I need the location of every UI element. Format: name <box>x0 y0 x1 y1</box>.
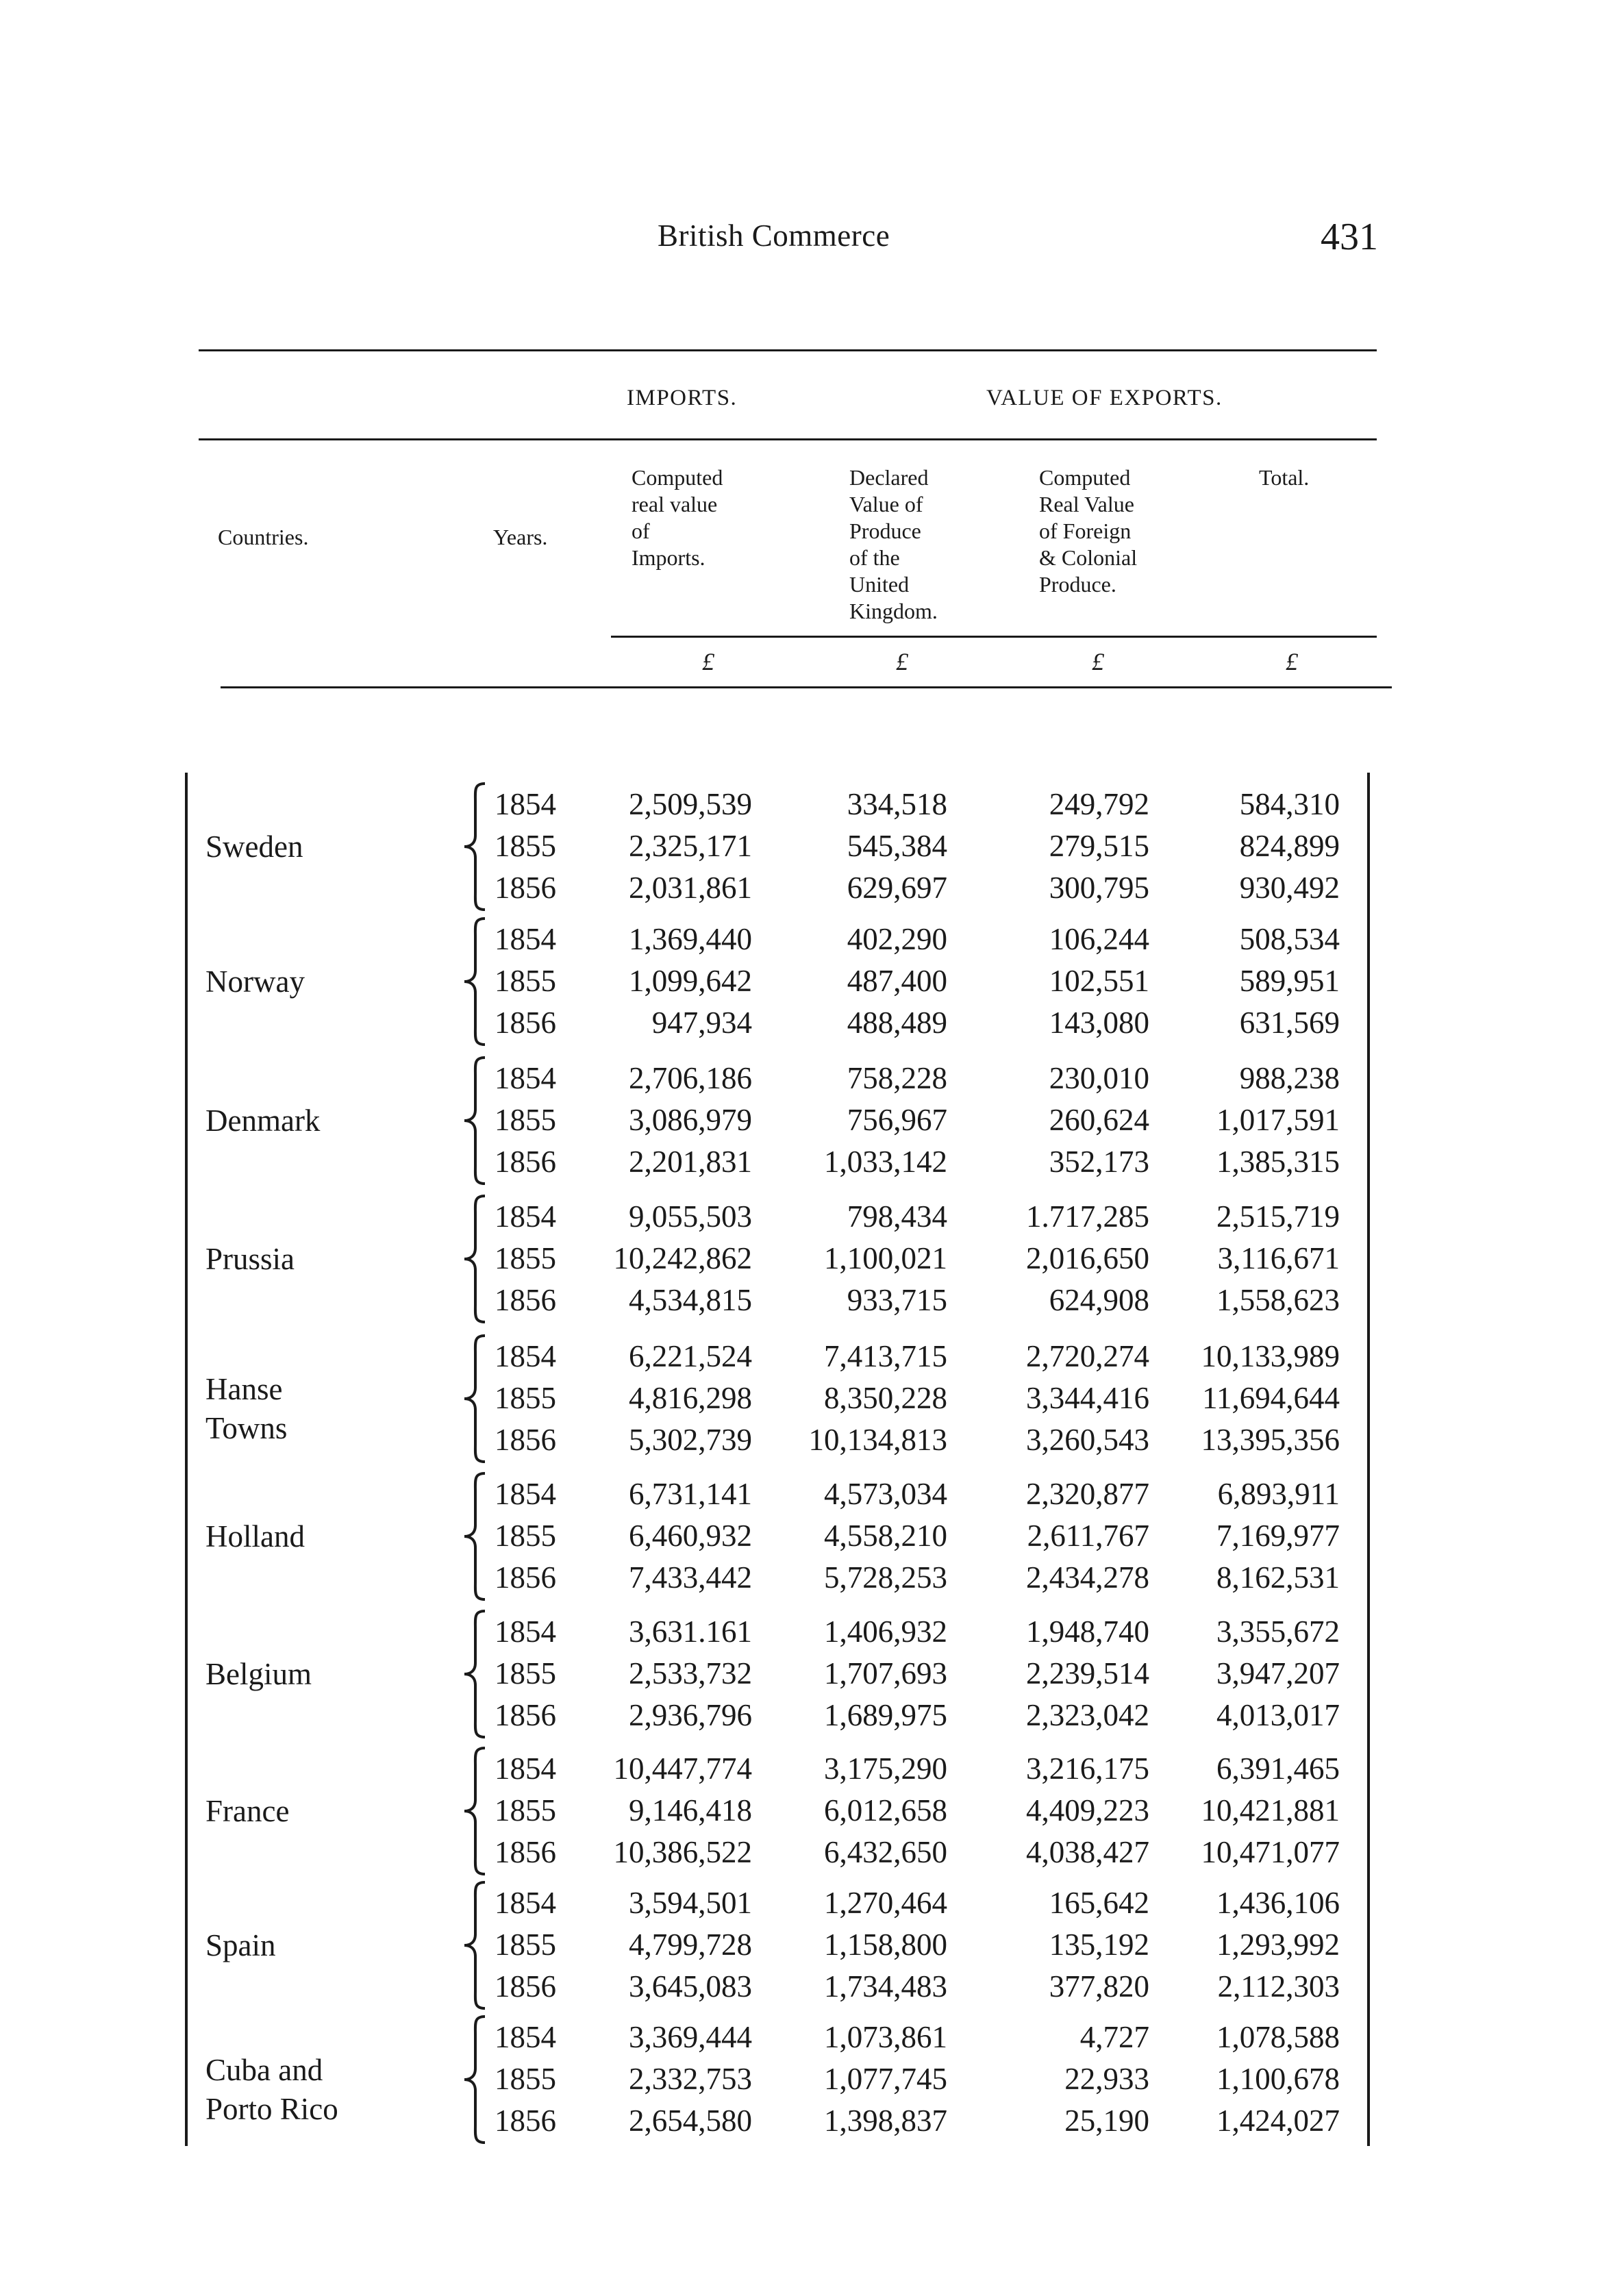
year-cell: 1854 <box>495 1751 556 1786</box>
foreign-value-cell: 249,792 <box>1049 787 1149 821</box>
foreign-value-cell: 165,642 <box>1049 1886 1149 1920</box>
declared-value-cell: 4,558,210 <box>824 1519 947 1553</box>
left-vertical-rule <box>185 1047 188 1187</box>
declared-value-cell: 1,100,021 <box>824 1241 947 1275</box>
foreign-value-cell: 106,244 <box>1049 922 1149 956</box>
left-vertical-rule <box>185 1737 188 1877</box>
foreign-value-cell: 3,344,416 <box>1026 1381 1149 1415</box>
foreign-value-cell: 300,795 <box>1049 871 1149 905</box>
imports-value-cell: 2,509,539 <box>629 787 752 821</box>
year-brace <box>460 1471 490 1602</box>
total-value-cell: 1,436,106 <box>1216 1886 1340 1920</box>
declared-value-cell: 1,406,932 <box>824 1614 947 1649</box>
country-name: Norway <box>205 964 305 999</box>
total-value-cell: 1,424,027 <box>1216 2104 1340 2138</box>
countries-column-header: Countries. <box>218 525 309 549</box>
country-group <box>0 786 1624 918</box>
year-cell: 1855 <box>495 1103 556 1137</box>
right-vertical-rule <box>1367 908 1370 1048</box>
foreign-value-cell: 22,933 <box>1064 2062 1149 2096</box>
imports-value-cell: 2,325,171 <box>629 829 752 863</box>
country-group <box>0 1199 1624 1330</box>
foreign-value-cell: 4,038,427 <box>1026 1835 1149 1869</box>
foreign-value-cell: 3,260,543 <box>1026 1423 1149 1457</box>
foreign-value-cell: 4,727 <box>1079 2020 1149 2054</box>
right-vertical-rule <box>1367 1047 1370 1187</box>
imports-column-header: Computed real value of Imports. <box>632 465 723 570</box>
year-cell: 1855 <box>495 1793 556 1827</box>
country-name: Spain <box>205 1928 276 1962</box>
country-group <box>0 2019 1624 2151</box>
declared-value-cell: 1,158,800 <box>824 1928 947 1962</box>
total-value-cell: 8,162,531 <box>1216 1560 1340 1595</box>
year-brace <box>460 1055 490 1186</box>
imports-value-cell: 2,654,580 <box>629 2104 752 2138</box>
declared-value-cell: 1,077,745 <box>824 2062 947 2096</box>
foreign-value-cell: 624,908 <box>1049 1283 1149 1317</box>
imports-value-cell: 1,369,440 <box>629 922 752 956</box>
left-vertical-rule <box>185 908 188 1048</box>
foreign-unit: £ <box>1092 648 1104 675</box>
country-name: Belgium <box>205 1657 312 1691</box>
total-value-cell: 7,169,977 <box>1216 1519 1340 1553</box>
year-cell: 1855 <box>495 1928 556 1962</box>
total-value-cell: 1,293,992 <box>1216 1928 1340 1962</box>
foreign-value-cell: 2,434,278 <box>1026 1560 1149 1595</box>
total-unit: £ <box>1286 648 1298 675</box>
declared-value-cell: 1,073,861 <box>824 2020 947 2054</box>
declared-value-cell: 488,489 <box>847 1006 947 1040</box>
right-vertical-rule <box>1367 1871 1370 2012</box>
total-value-cell: 10,471,077 <box>1201 1835 1340 1869</box>
country-group <box>0 1476 1624 1608</box>
declared-value-cell: 4,573,034 <box>824 1477 947 1511</box>
imports-value-cell: 947,934 <box>651 1006 752 1040</box>
country-name: Sweden <box>205 829 303 864</box>
year-cell: 1856 <box>495 2104 556 2138</box>
country-group <box>0 1060 1624 1192</box>
country-name: Cuba and Porto Rico <box>205 2053 338 2126</box>
imports-value-cell: 9,055,503 <box>629 1199 752 1234</box>
year-cell: 1856 <box>495 1423 556 1457</box>
total-value-cell: 589,951 <box>1239 964 1340 998</box>
imports-value-cell: 2,332,753 <box>629 2062 752 2096</box>
year-brace <box>460 781 490 912</box>
left-vertical-rule <box>185 773 188 913</box>
left-vertical-rule <box>185 1600 188 1741</box>
year-cell: 1854 <box>495 922 556 956</box>
left-vertical-rule <box>185 1871 188 2012</box>
year-cell: 1854 <box>495 1339 556 1373</box>
total-value-cell: 4,013,017 <box>1216 1698 1340 1732</box>
year-brace <box>460 916 490 1047</box>
imports-unit: £ <box>702 648 714 675</box>
years-column-header: Years. <box>493 525 548 549</box>
foreign-value-cell: 230,010 <box>1049 1061 1149 1095</box>
year-cell: 1856 <box>495 1145 556 1179</box>
total-value-cell: 3,116,671 <box>1217 1241 1340 1275</box>
foreign-value-cell: 1.717,285 <box>1026 1199 1149 1234</box>
imports-value-cell: 1,099,642 <box>629 964 752 998</box>
total-value-cell: 824,899 <box>1239 829 1340 863</box>
year-cell: 1855 <box>495 2062 556 2096</box>
foreign-value-cell: 102,551 <box>1049 964 1149 998</box>
imports-group-header: IMPORTS. <box>627 386 738 410</box>
total-value-cell: 6,893,911 <box>1217 1477 1340 1511</box>
right-vertical-rule <box>1367 773 1370 913</box>
imports-value-cell: 2,936,796 <box>629 1698 752 1732</box>
declared-value-cell: 5,728,253 <box>824 1560 947 1595</box>
year-cell: 1854 <box>495 1477 556 1511</box>
country-group <box>0 1338 1624 1470</box>
total-column-header: Total. <box>1259 465 1310 490</box>
declared-value-cell: 798,434 <box>847 1199 947 1234</box>
foreign-value-cell: 2,323,042 <box>1026 1698 1149 1732</box>
year-brace <box>460 2014 490 2145</box>
left-vertical-rule <box>185 2006 188 2146</box>
foreign-value-cell: 135,192 <box>1049 1928 1149 1962</box>
year-brace <box>460 1333 490 1464</box>
imports-value-cell: 10,386,522 <box>613 1835 752 1869</box>
country-name: Prussia <box>205 1242 295 1276</box>
running-title: British Commerce <box>658 219 890 253</box>
declared-value-cell: 756,967 <box>847 1103 947 1137</box>
year-cell: 1855 <box>495 1381 556 1415</box>
foreign-value-cell: 2,611,767 <box>1027 1519 1149 1553</box>
declared-value-cell: 6,432,650 <box>824 1835 947 1869</box>
foreign-value-cell: 279,515 <box>1049 829 1149 863</box>
imports-value-cell: 3,645,083 <box>629 1969 752 2004</box>
imports-value-cell: 2,031,861 <box>629 871 752 905</box>
year-cell: 1856 <box>495 1969 556 2004</box>
total-value-cell: 1,078,588 <box>1216 2020 1340 2054</box>
total-value-cell: 1,385,315 <box>1216 1145 1340 1179</box>
year-cell: 1854 <box>495 1061 556 1095</box>
total-value-cell: 13,395,356 <box>1201 1423 1340 1457</box>
imports-value-cell: 3,594,501 <box>629 1886 752 1920</box>
year-cell: 1855 <box>495 1656 556 1691</box>
declared-value-cell: 1,398,837 <box>824 2104 947 2138</box>
year-brace <box>460 1193 490 1325</box>
declared-unit: £ <box>896 648 908 675</box>
total-value-cell: 1,017,591 <box>1216 1103 1340 1137</box>
year-cell: 1855 <box>495 829 556 863</box>
year-cell: 1854 <box>495 787 556 821</box>
declared-value-cell: 402,290 <box>847 922 947 956</box>
imports-value-cell: 9,146,418 <box>629 1793 752 1827</box>
total-value-cell: 10,133,989 <box>1201 1339 1340 1373</box>
imports-value-cell: 2,201,831 <box>629 1145 752 1179</box>
year-cell: 1854 <box>495 2020 556 2054</box>
right-vertical-rule <box>1367 1185 1370 1325</box>
foreign-value-cell: 3,216,175 <box>1026 1751 1149 1786</box>
country-name: Denmark <box>205 1103 321 1138</box>
country-group <box>0 1885 1624 2017</box>
country-name: Holland <box>205 1519 305 1554</box>
foreign-value-cell: 2,320,877 <box>1026 1477 1149 1511</box>
year-brace <box>460 1745 490 1877</box>
year-cell: 1856 <box>495 1006 556 1040</box>
declared-value-cell: 1,270,464 <box>824 1886 947 1920</box>
declared-value-cell: 1,707,693 <box>824 1656 947 1691</box>
imports-value-cell: 4,816,298 <box>629 1381 752 1415</box>
declared-value-cell: 334,518 <box>847 787 947 821</box>
declared-column-header: Declared Value of Produce of the United Kingdom. <box>849 465 938 623</box>
imports-value-cell: 6,460,932 <box>629 1519 752 1553</box>
year-cell: 1854 <box>495 1614 556 1649</box>
right-vertical-rule <box>1367 2006 1370 2146</box>
imports-value-cell: 7,433,442 <box>629 1560 752 1595</box>
left-vertical-rule <box>185 1185 188 1325</box>
declared-value-cell: 10,134,813 <box>808 1423 947 1457</box>
right-vertical-rule <box>1367 1737 1370 1877</box>
total-value-cell: 1,100,678 <box>1216 2062 1340 2096</box>
foreign-column-header: Computed Real Value of Foreign & Colonial Produce. <box>1039 465 1138 597</box>
foreign-value-cell: 260,624 <box>1049 1103 1149 1137</box>
imports-value-cell: 10,447,774 <box>613 1751 752 1786</box>
total-value-cell: 1,558,623 <box>1216 1283 1340 1317</box>
imports-value-cell: 6,221,524 <box>629 1339 752 1373</box>
total-value-cell: 11,694,644 <box>1202 1381 1340 1415</box>
year-cell: 1854 <box>495 1199 556 1234</box>
right-vertical-rule <box>1367 1325 1370 1465</box>
declared-value-cell: 758,228 <box>847 1061 947 1095</box>
right-vertical-rule <box>1367 1600 1370 1741</box>
year-cell: 1856 <box>495 1283 556 1317</box>
year-cell: 1856 <box>495 1835 556 1869</box>
year-brace <box>460 1608 490 1740</box>
year-cell: 1856 <box>495 1698 556 1732</box>
foreign-value-cell: 25,190 <box>1064 2104 1149 2138</box>
declared-value-cell: 933,715 <box>847 1283 947 1317</box>
right-vertical-rule <box>1367 1462 1370 1603</box>
year-cell: 1856 <box>495 871 556 905</box>
country-group <box>0 921 1624 1053</box>
declared-value-cell: 629,697 <box>847 871 947 905</box>
year-cell: 1856 <box>495 1560 556 1595</box>
declared-value-cell: 1,033,142 <box>824 1145 947 1179</box>
total-value-cell: 2,515,719 <box>1216 1199 1340 1234</box>
total-value-cell: 988,238 <box>1239 1061 1340 1095</box>
left-vertical-rule <box>185 1325 188 1465</box>
imports-value-cell: 2,706,186 <box>629 1061 752 1095</box>
total-value-cell: 584,310 <box>1239 787 1340 821</box>
declared-value-cell: 7,413,715 <box>824 1339 947 1373</box>
year-cell: 1855 <box>495 1519 556 1553</box>
foreign-value-cell: 2,016,650 <box>1026 1241 1149 1275</box>
imports-value-cell: 4,534,815 <box>629 1283 752 1317</box>
declared-value-cell: 8,350,228 <box>824 1381 947 1415</box>
total-value-cell: 10,421,881 <box>1201 1793 1340 1827</box>
total-value-cell: 6,391,465 <box>1216 1751 1340 1786</box>
country-group <box>0 1751 1624 1882</box>
total-value-cell: 508,534 <box>1239 922 1340 956</box>
imports-value-cell: 3,631.161 <box>629 1614 752 1649</box>
declared-value-cell: 1,689,975 <box>824 1698 947 1732</box>
foreign-value-cell: 352,173 <box>1049 1145 1149 1179</box>
imports-value-cell: 5,302,739 <box>629 1423 752 1457</box>
foreign-value-cell: 2,720,274 <box>1026 1339 1149 1373</box>
year-cell: 1855 <box>495 1241 556 1275</box>
country-name: Hanse Towns <box>205 1372 288 1445</box>
total-value-cell: 2,112,303 <box>1217 1969 1340 2004</box>
foreign-value-cell: 143,080 <box>1049 1006 1149 1040</box>
country-group <box>0 1614 1624 1745</box>
imports-value-cell: 10,242,862 <box>613 1241 752 1275</box>
declared-value-cell: 545,384 <box>847 829 947 863</box>
page-number: 431 <box>1321 216 1378 258</box>
imports-value-cell: 2,533,732 <box>629 1656 752 1691</box>
foreign-value-cell: 4,409,223 <box>1026 1793 1149 1827</box>
imports-value-cell: 4,799,728 <box>629 1928 752 1962</box>
total-value-cell: 631,569 <box>1239 1006 1340 1040</box>
year-brace <box>460 1880 490 2011</box>
declared-value-cell: 487,400 <box>847 964 947 998</box>
foreign-value-cell: 2,239,514 <box>1026 1656 1149 1691</box>
foreign-value-cell: 377,820 <box>1049 1969 1149 2004</box>
left-vertical-rule <box>185 1462 188 1603</box>
country-name: France <box>205 1794 290 1828</box>
declared-value-cell: 1,734,483 <box>824 1969 947 2004</box>
imports-value-cell: 3,086,979 <box>629 1103 752 1137</box>
declared-value-cell: 6,012,658 <box>824 1793 947 1827</box>
imports-value-cell: 6,731,141 <box>629 1477 752 1511</box>
foreign-value-cell: 1,948,740 <box>1026 1614 1149 1649</box>
year-cell: 1854 <box>495 1886 556 1920</box>
total-value-cell: 3,947,207 <box>1216 1656 1340 1691</box>
total-value-cell: 3,355,672 <box>1216 1614 1340 1649</box>
declared-value-cell: 3,175,290 <box>824 1751 947 1786</box>
exports-group-header: VALUE OF EXPORTS. <box>986 386 1223 410</box>
total-value-cell: 930,492 <box>1239 871 1340 905</box>
imports-value-cell: 3,369,444 <box>629 2020 752 2054</box>
year-cell: 1855 <box>495 964 556 998</box>
